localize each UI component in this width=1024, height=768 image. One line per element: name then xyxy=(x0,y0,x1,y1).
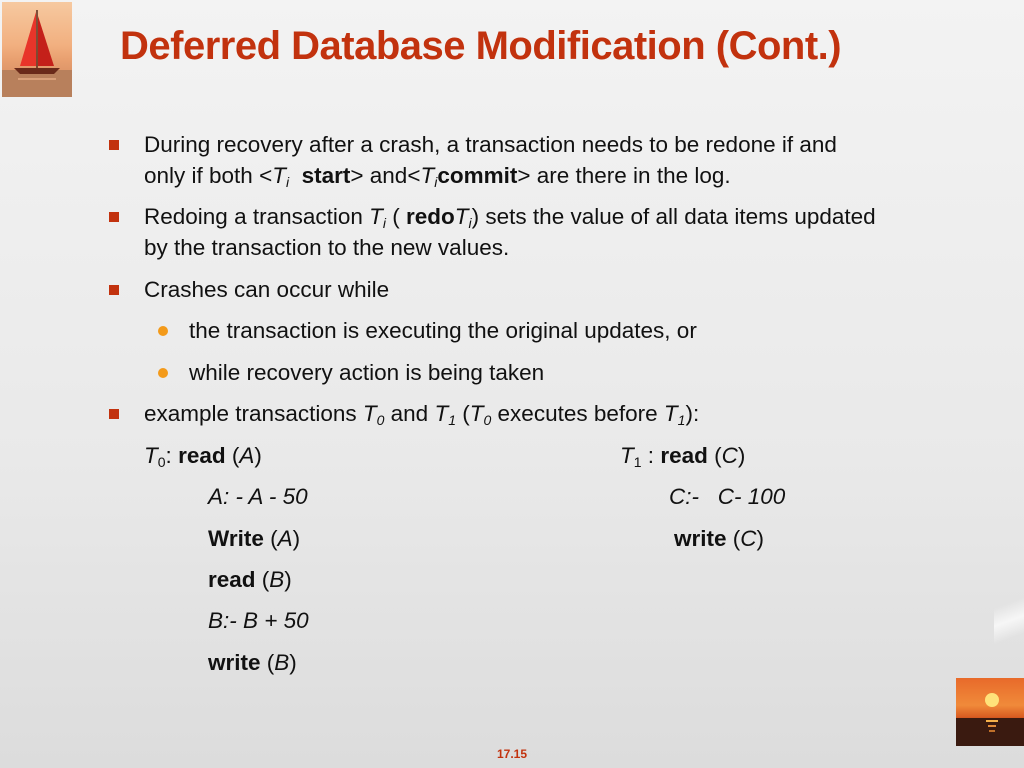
t0-assign-a: A: - A - 50 xyxy=(208,484,308,509)
bullet-1-line-2: only if both $<T_i$ start> $and<T_icommit>$ are there in the log. xyxy=(144,163,731,190)
decorative-edge xyxy=(994,560,1024,670)
bullet-4-text: example transactions $T_0$ and $T_1$ ($T_0$ executes before $T_1$): xyxy=(144,401,700,428)
sub-bullet-dot xyxy=(158,326,168,336)
t0-write-b: write (B) xyxy=(208,650,297,675)
sub-bullet-dot xyxy=(158,368,168,378)
sunset-image-icon xyxy=(956,678,1024,746)
slide-title: Deferred Database Modification (Cont.) xyxy=(120,24,842,68)
t1-read-c: $T_1$ : read (C) xyxy=(620,443,746,470)
sub-bullet-1: the transaction is executing the original updates, or xyxy=(189,318,697,343)
t1-assign-c: C:- C- 100 xyxy=(669,484,786,509)
t0-assign-b: B:- B + 50 xyxy=(208,608,309,633)
t0-read-a: $T_0$: read (A) xyxy=(144,443,262,470)
sub-bullet-2: while recovery action is being taken xyxy=(189,360,545,385)
bullet-2-line-1: Redoing a transaction $T_i$ ( redoT$_i$) sets the value of all data items updated xyxy=(144,204,876,231)
bullet-square xyxy=(109,212,119,222)
bullet-square xyxy=(109,140,119,150)
t0-write-a: Write (A) xyxy=(208,526,301,551)
t1-write-c: write (C) xyxy=(674,526,765,551)
page-number: 17.15 xyxy=(496,747,528,761)
bullet-1-line-1: During recovery after a crash, a transaction needs to be redone if and xyxy=(144,132,837,157)
bullet-square xyxy=(109,409,119,419)
bullet-square xyxy=(109,285,119,295)
sailboat-logo-icon xyxy=(2,2,72,97)
t0-read-b: read (B) xyxy=(208,567,292,592)
bullet-3-text: Crashes can occur while xyxy=(144,277,390,302)
bullet-2-line-2: by the transaction to the new values. xyxy=(144,235,510,260)
